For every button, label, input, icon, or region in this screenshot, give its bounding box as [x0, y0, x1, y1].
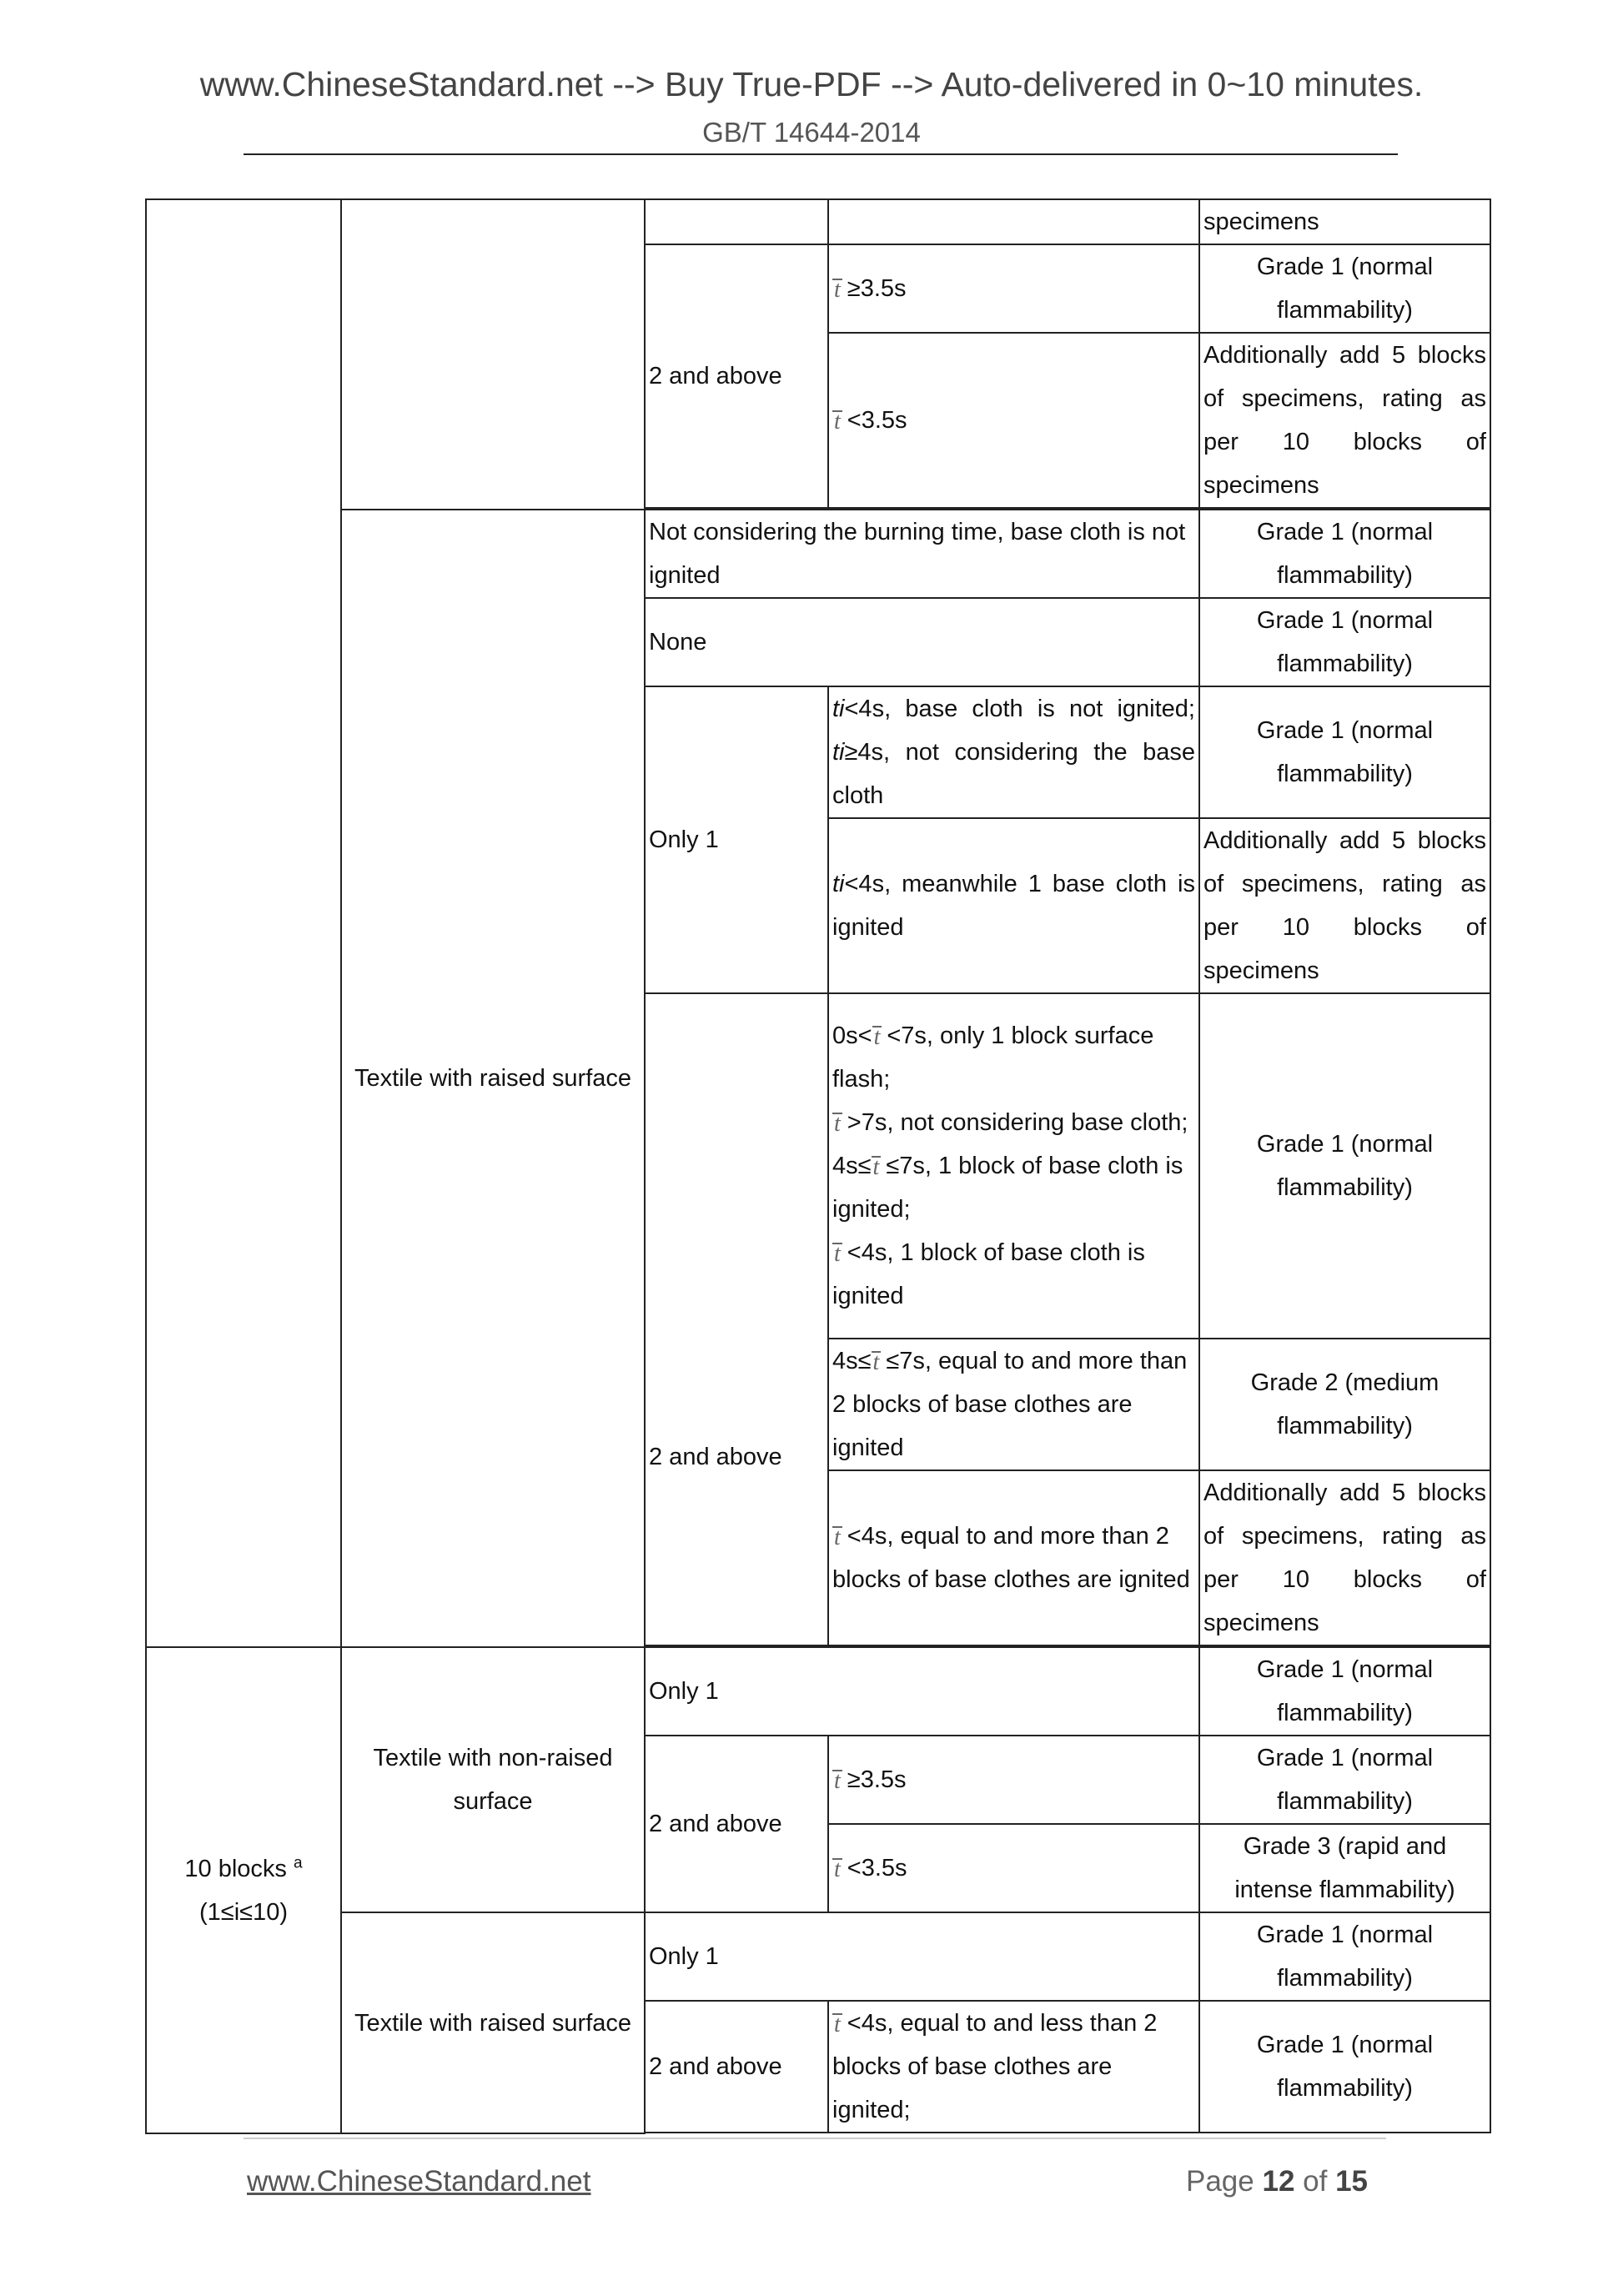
condition-cell: None — [645, 598, 1199, 686]
ti-symbol: ti — [832, 739, 845, 766]
condition-text: ≤7s, 1 block of base cloth is ignited; — [832, 1153, 1183, 1223]
count-cell: Only 1 — [645, 1912, 1199, 2001]
t-mean-symbol: t — [834, 277, 841, 304]
footer-site-link[interactable]: www.ChineseStandard.net — [247, 2165, 591, 2198]
condition-cell — [828, 244, 1199, 333]
grade-cell: Additionally add 5 blocks of specimens, rating as per 10 blocks of specimens — [1199, 333, 1490, 508]
grade-cell: Grade 1 (normal flammability) — [1199, 1647, 1490, 1736]
t-mean-symbol: t — [834, 2012, 841, 2038]
t-mean-symbol: t — [834, 1856, 841, 1883]
grade-cell: Grade 1 (normal flammability) — [1199, 510, 1490, 598]
page-prefix: Page — [1186, 2165, 1254, 2198]
condition-text: ≥3.5s — [847, 1766, 907, 1793]
condition-cell — [828, 1824, 1199, 1912]
page-total: 15 — [1335, 2165, 1369, 2198]
grade-cell: Additionally add 5 blocks of specimens, rating as per 10 blocks of specimens — [1199, 1470, 1490, 1645]
condition-text: <3.5s — [847, 1855, 907, 1882]
t-mean-symbol: t — [834, 1241, 841, 1268]
condition-cell — [828, 818, 1199, 993]
condition-text: <7s, only 1 block surface flash; — [832, 1022, 1154, 1093]
ti-symbol: ti — [832, 871, 845, 897]
blank-cell — [828, 199, 1199, 244]
condition-text: 4s≤ — [832, 1348, 872, 1374]
condition-cell — [828, 686, 1199, 818]
footnote-marker: a — [294, 1853, 303, 1871]
t-mean-symbol: t — [873, 1024, 881, 1051]
condition-cell — [828, 333, 1199, 508]
grade-cell: Grade 1 (normal flammability) — [1199, 1736, 1490, 1824]
condition-cell — [828, 1470, 1199, 1645]
t-mean-symbol: t — [872, 1154, 880, 1181]
count-cell: Only 1 — [645, 1647, 1199, 1736]
grade-cell: Grade 1 (normal flammability) — [1199, 2001, 1490, 2133]
count-cell: 2 and above — [645, 2001, 828, 2133]
flammability-rating-table — [145, 198, 1491, 2134]
category-cell: Textile with raised surface — [341, 1912, 645, 2133]
blank-cell — [645, 199, 828, 244]
t-mean-symbol: t — [834, 1525, 841, 1551]
page-current: 12 — [1262, 2165, 1295, 2198]
footer-divider — [244, 2138, 1386, 2139]
condition-cell — [828, 2001, 1199, 2133]
t-mean-symbol: t — [834, 409, 841, 435]
condition-text: 0s< — [832, 1022, 872, 1049]
page-indicator — [1186, 2165, 1368, 2198]
count-cell: 2 and above — [645, 1736, 828, 1912]
condition-text: <4s, equal to and more than 2 blocks of base clothes are ignited — [832, 1523, 1190, 1593]
header-site-line: www.ChineseStandard.net --> Buy True-PDF --> Auto-delivered in 0~10 minutes. — [199, 65, 1424, 103]
specimen-count-cell — [146, 1647, 341, 2133]
condition-text: 4s≤ — [832, 1153, 872, 1179]
condition-cell — [828, 993, 1199, 1339]
ti-symbol: ti — [832, 696, 845, 722]
t-mean-symbol: t — [834, 1111, 841, 1138]
condition-text: <4s, base cloth is not ignited; — [844, 696, 1195, 722]
count-cell: Only 1 — [645, 686, 828, 993]
count-cell: 2 and above — [645, 244, 828, 508]
ten-blocks-label: 10 blocks — [184, 1855, 287, 1882]
ten-blocks-range: (1≤i≤10) — [199, 1898, 288, 1926]
grade-cell: Additionally add 5 blocks of specimens, rating as per 10 blocks of specimens — [1199, 818, 1490, 993]
grade-cell: Grade 3 (rapid and intense flammability) — [1199, 1824, 1490, 1912]
condition-text: >7s, not considering base cloth; — [847, 1109, 1188, 1136]
category-cell: Textile with non-raised surface — [341, 1647, 645, 1912]
condition-text: <4s, 1 block of base cloth is ignited — [832, 1239, 1145, 1309]
count-cell: 2 and above — [645, 993, 828, 1645]
grade-cell: Grade 2 (medium flammability) — [1199, 1339, 1490, 1470]
condition-cell — [828, 1339, 1199, 1470]
header-divider — [244, 153, 1398, 155]
blank-cell — [146, 199, 341, 1647]
condition-text: <3.5s — [847, 407, 907, 434]
t-mean-symbol: t — [834, 1768, 841, 1795]
condition-text: ≥4s, not considering the base cloth — [832, 739, 1195, 809]
grade-cell: Grade 1 (normal flammability) — [1199, 993, 1490, 1339]
condition-cell: Not considering the burning time, base cloth is not ignited — [645, 510, 1199, 598]
condition-text: <4s, equal to and less than 2 blocks of base clothes are ignited; — [832, 2010, 1158, 2123]
category-cell: Textile with raised surface — [341, 510, 645, 1647]
grade-cell: Grade 1 (normal flammability) — [1199, 686, 1490, 818]
grade-cell: Grade 1 (normal flammability) — [1199, 1912, 1490, 2001]
condition-cell — [828, 1736, 1199, 1824]
condition-text: ≤7s, equal to and more than 2 blocks of base clothes are ignited — [832, 1348, 1188, 1461]
page-of: of — [1303, 2165, 1328, 2198]
standard-number: GB/T 14644-2014 — [702, 117, 921, 148]
t-mean-symbol: t — [872, 1349, 880, 1376]
grade-cell: Grade 1 (normal flammability) — [1199, 598, 1490, 686]
condition-text: ≥3.5s — [847, 275, 907, 302]
blank-cell — [341, 199, 645, 510]
grade-cell: Grade 1 (normal flammability) — [1199, 244, 1490, 333]
grade-cell: specimens — [1199, 199, 1490, 244]
condition-text: <4s, meanwhile 1 base cloth is ignited — [832, 871, 1195, 941]
